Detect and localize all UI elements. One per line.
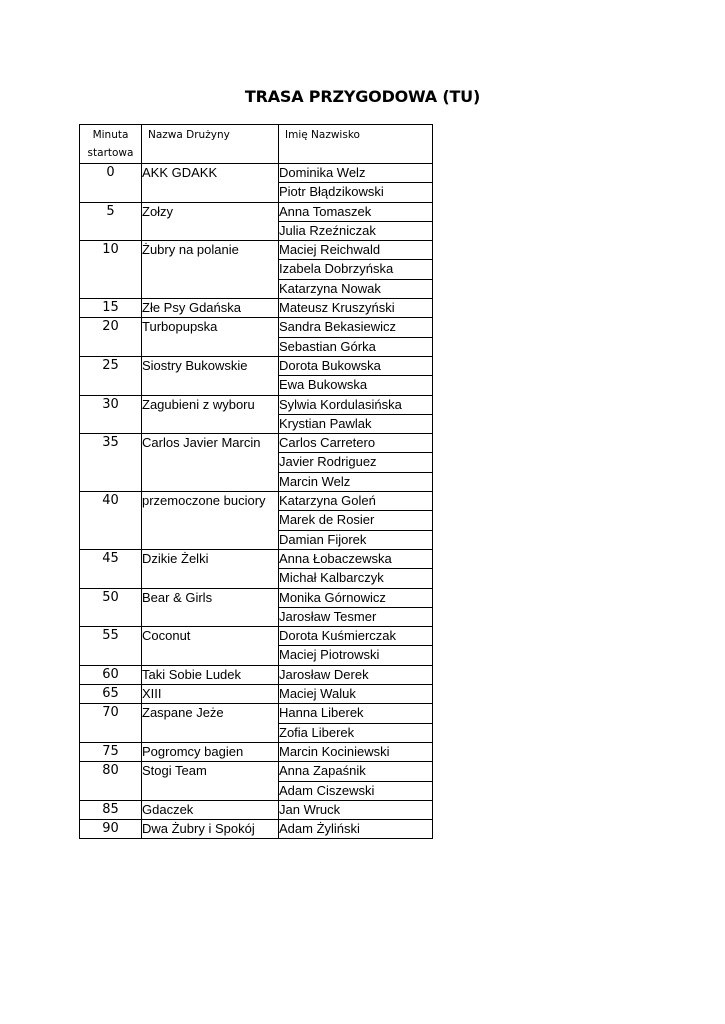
page-title: TRASA PRZYGODOWA (TU) <box>244 87 481 106</box>
start-minute-cell: 60 <box>80 665 142 684</box>
member-name-cell: Krystian Pawlak <box>279 414 433 433</box>
table-header-row <box>80 125 433 164</box>
member-name-cell: Adam Żyliński <box>279 820 433 839</box>
member-name-cell: Monika Górnowicz <box>279 588 433 607</box>
table-row <box>80 164 433 183</box>
table-row <box>80 762 433 781</box>
member-name-cell: Carlos Carretero <box>279 434 433 453</box>
table-body <box>80 164 433 839</box>
start-minute-cell: 45 <box>80 549 142 588</box>
table-row <box>80 665 433 684</box>
team-name-cell: Siostry Bukowskie <box>142 356 279 395</box>
team-name-cell: AKK GDAKK <box>142 164 279 203</box>
member-name-cell: Ewa Bukowska <box>279 376 433 395</box>
header-team: Nazwa Drużyny <box>142 125 279 164</box>
start-minute-cell: 0 <box>80 164 142 203</box>
team-name-cell: Dwa Żubry i Spokój <box>142 820 279 839</box>
start-minute-cell: 50 <box>80 588 142 627</box>
team-name-cell: Carlos Javier Marcin <box>142 434 279 492</box>
start-minute-cell: 30 <box>80 395 142 434</box>
member-name-cell: Katarzyna Goleń <box>279 492 433 511</box>
start-minute-cell: 40 <box>80 492 142 550</box>
team-name-cell: Coconut <box>142 627 279 666</box>
member-name-cell: Katarzyna Nowak <box>279 279 433 298</box>
member-name-cell: Michał Kalbarczyk <box>279 569 433 588</box>
member-name-cell: Maciej Waluk <box>279 685 433 704</box>
member-name-cell: Anna Tomaszek <box>279 202 433 221</box>
table-row <box>80 742 433 761</box>
member-name-cell: Jarosław Tesmer <box>279 607 433 626</box>
table-row <box>80 202 433 221</box>
team-name-cell: Taki Sobie Ludek <box>142 665 279 684</box>
table-row <box>80 318 433 337</box>
table-row <box>80 704 433 723</box>
start-minute-cell: 80 <box>80 762 142 801</box>
table-row <box>80 685 433 704</box>
member-name-cell: Mateusz Kruszyński <box>279 299 433 318</box>
member-name-cell: Marcin Kociniewski <box>279 742 433 761</box>
member-name-cell: Jan Wruck <box>279 800 433 819</box>
table-row <box>80 820 433 839</box>
member-name-cell: Maciej Piotrowski <box>279 646 433 665</box>
member-name-cell: Jarosław Derek <box>279 665 433 684</box>
table-row <box>80 627 433 646</box>
header-name: Imię Nazwisko <box>279 125 433 164</box>
member-name-cell: Anna Zapaśnik <box>279 762 433 781</box>
member-name-cell: Adam Ciszewski <box>279 781 433 800</box>
team-name-cell: przemoczone buciory <box>142 492 279 550</box>
start-minute-cell: 20 <box>80 318 142 357</box>
start-minute-cell: 55 <box>80 627 142 666</box>
team-name-cell: Pogromcy bagien <box>142 742 279 761</box>
header-minute: Minuta startowa <box>80 125 142 164</box>
start-minute-cell: 65 <box>80 685 142 704</box>
team-name-cell: Stogi Team <box>142 762 279 801</box>
team-name-cell: Bear & Girls <box>142 588 279 627</box>
start-minute-cell: 70 <box>80 704 142 743</box>
member-name-cell: Marek de Rosier <box>279 511 433 530</box>
start-minute-cell: 15 <box>80 299 142 318</box>
start-minute-cell: 35 <box>80 434 142 492</box>
member-name-cell: Anna Łobaczewska <box>279 549 433 568</box>
table-row <box>80 356 433 375</box>
start-list-table <box>79 124 433 839</box>
member-name-cell: Dorota Kuśmierczak <box>279 627 433 646</box>
table-row <box>80 588 433 607</box>
team-name-cell: Żubry na polanie <box>142 241 279 299</box>
start-minute-cell: 90 <box>80 820 142 839</box>
member-name-cell: Izabela Dobrzyńska <box>279 260 433 279</box>
member-name-cell: Hanna Liberek <box>279 704 433 723</box>
member-name-cell: Damian Fijorek <box>279 530 433 549</box>
team-name-cell: Zaspane Jeże <box>142 704 279 743</box>
table-row <box>80 299 433 318</box>
team-name-cell: Dzikie Żelki <box>142 549 279 588</box>
start-minute-cell: 25 <box>80 356 142 395</box>
member-name-cell: Marcin Welz <box>279 472 433 491</box>
start-minute-cell: 85 <box>80 800 142 819</box>
team-name-cell: Zołzy <box>142 202 279 241</box>
member-name-cell: Julia Rzeźniczak <box>279 221 433 240</box>
member-name-cell: Sylwia Kordulasińska <box>279 395 433 414</box>
member-name-cell: Dominika Welz <box>279 164 433 183</box>
member-name-cell: Dorota Bukowska <box>279 356 433 375</box>
team-name-cell: XIII <box>142 685 279 704</box>
member-name-cell: Zofia Liberek <box>279 723 433 742</box>
member-name-cell: Maciej Reichwald <box>279 241 433 260</box>
table-row <box>80 434 433 453</box>
member-name-cell: Piotr Błądzikowski <box>279 183 433 202</box>
table-row <box>80 395 433 414</box>
team-name-cell: Złe Psy Gdańska <box>142 299 279 318</box>
start-minute-cell: 75 <box>80 742 142 761</box>
table-row <box>80 492 433 511</box>
start-minute-cell: 10 <box>80 241 142 299</box>
team-name-cell: Zagubieni z wyboru <box>142 395 279 434</box>
start-minute-cell: 5 <box>80 202 142 241</box>
table-row <box>80 800 433 819</box>
member-name-cell: Sebastian Górka <box>279 337 433 356</box>
member-name-cell: Sandra Bekasiewicz <box>279 318 433 337</box>
team-name-cell: Gdaczek <box>142 800 279 819</box>
table-row <box>80 241 433 260</box>
team-name-cell: Turbopupska <box>142 318 279 357</box>
table-row <box>80 549 433 568</box>
member-name-cell: Javier Rodriguez <box>279 453 433 472</box>
